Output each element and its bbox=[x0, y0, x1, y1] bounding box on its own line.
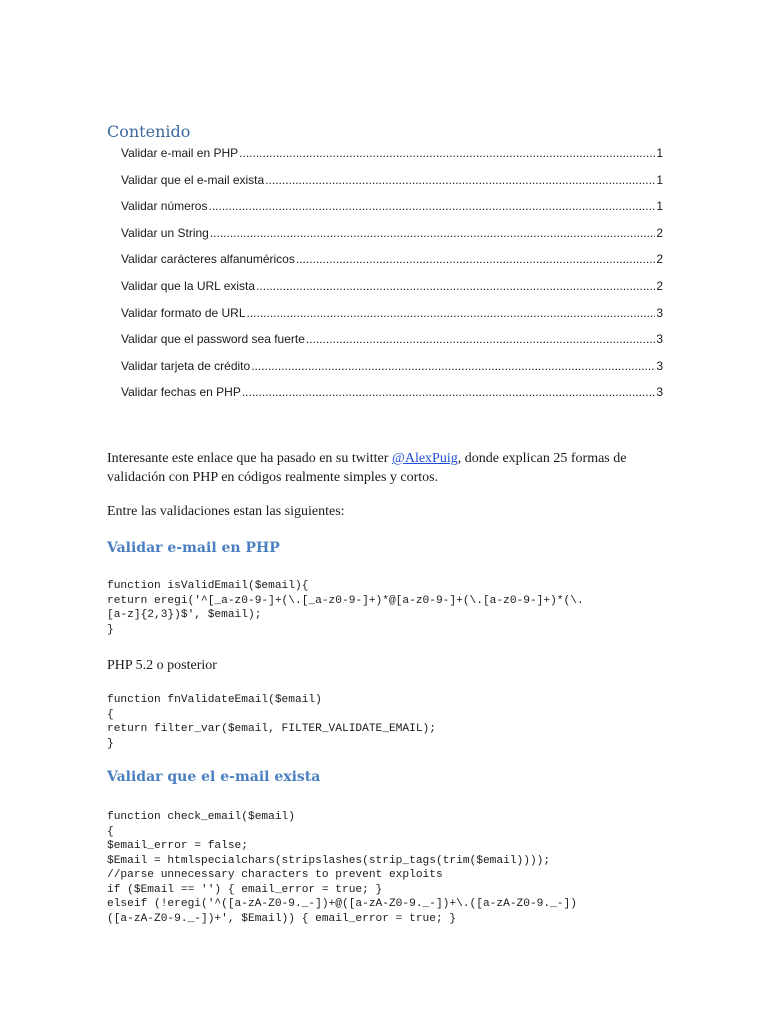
toc-item-label: Validar tarjeta de crédito bbox=[121, 358, 251, 373]
toc-item-label: Validar formato de URL bbox=[121, 305, 246, 320]
toc-leader-dots bbox=[208, 199, 655, 213]
twitter-link[interactable]: @AlexPuig bbox=[391, 451, 458, 466]
toc-item-validar-email[interactable] bbox=[121, 146, 663, 173]
toc-leader-dots bbox=[265, 173, 655, 187]
toc-item-label: Validar números bbox=[121, 199, 208, 214]
intro-paragraph bbox=[107, 449, 667, 487]
code-block-fn-validate-email: function fnValidateEmail($email) { return filter_var($email, FILTER_VALIDATE_EMAIL); } bbox=[107, 694, 436, 750]
intro-text-before: Interesante este enlace que ha pasado en su twitter bbox=[107, 451, 392, 466]
toc-title: Contenido bbox=[107, 122, 191, 141]
toc-item-page: 3 bbox=[656, 332, 663, 347]
toc-item-label: Validar que la URL exista bbox=[121, 278, 256, 293]
toc-item-page: 3 bbox=[656, 358, 663, 373]
section-heading-email-exista: Validar que el e-mail exista bbox=[107, 769, 321, 785]
toc-item-alfanumericos[interactable] bbox=[121, 252, 663, 279]
toc-leader-dots bbox=[251, 359, 655, 373]
toc-leader-dots bbox=[247, 306, 656, 320]
toc-item-string[interactable] bbox=[121, 226, 663, 253]
toc-item-label: Validar e-mail en PHP bbox=[121, 146, 239, 160]
toc-item-page: 1 bbox=[656, 146, 663, 160]
toc-item-page: 3 bbox=[656, 385, 663, 400]
toc-leader-dots bbox=[256, 279, 655, 293]
code-block-check-email: function check_email($email) { $email_error = false; $Email = htmlspecialchars(stripslashes(strip_tags(trim($email)))); //parse unnecessary characters to prevent exploits if ($Email == '') { email_error = true; } elseif (!eregi('^([a-zA-Z0-9._-])+@([a-zA-Z0-9._-])+\.([a-zA-Z0-9._-]) ([a-zA-Z0-9._-])+', $Email)) { email_error = true; } bbox=[107, 811, 577, 925]
toc-item-numeros[interactable] bbox=[121, 199, 663, 226]
toc-leader-dots bbox=[296, 252, 655, 266]
toc-item-url-exista[interactable] bbox=[121, 279, 663, 306]
toc-item-label: Validar fechas en PHP bbox=[121, 385, 241, 400]
toc-item-label: Validar carácteres alfanuméricos bbox=[121, 252, 295, 267]
toc-item-fechas[interactable] bbox=[121, 385, 663, 412]
toc-item-formato-url[interactable] bbox=[121, 306, 663, 333]
toc-item-page: 2 bbox=[656, 225, 663, 240]
toc-item-label: Validar que el password sea fuerte bbox=[121, 332, 305, 347]
toc-leader-dots bbox=[210, 226, 655, 240]
toc-item-label: Validar un String bbox=[121, 225, 209, 240]
toc-leader-dots bbox=[242, 385, 655, 399]
table-of-contents bbox=[121, 146, 663, 412]
toc-item-page: 2 bbox=[656, 252, 663, 267]
toc-leader-dots bbox=[306, 332, 655, 346]
php-version-note: PHP 5.2 o posterior bbox=[107, 658, 217, 673]
toc-item-password[interactable] bbox=[121, 332, 663, 359]
toc-item-email-exista[interactable] bbox=[121, 173, 663, 200]
toc-item-page: 1 bbox=[656, 199, 663, 214]
code-block-is-valid-email: function isValidEmail($email){ return eregi('^[_a-z0-9-]+(\.[_a-z0-9-]+)*@[a-z0-9-]+(\.[a-z0-9-]+)*(\. [a-z]{2,3})$', $email); } bbox=[107, 580, 584, 636]
section-heading-validar-email: Validar e-mail en PHP bbox=[107, 540, 280, 556]
toc-item-label: Validar que el e-mail exista bbox=[121, 172, 265, 187]
toc-item-page: 3 bbox=[656, 305, 663, 320]
toc-item-page: 2 bbox=[656, 278, 663, 293]
subintro-paragraph: Entre las validaciones estan las siguientes: bbox=[107, 504, 345, 519]
toc-item-page: 1 bbox=[656, 172, 663, 187]
toc-item-tarjeta[interactable] bbox=[121, 359, 663, 386]
toc-leader-dots bbox=[239, 146, 655, 160]
intro-text-after: , donde explican 25 formas de validación con PHP en códigos realmente simples y cortos. bbox=[107, 451, 627, 485]
